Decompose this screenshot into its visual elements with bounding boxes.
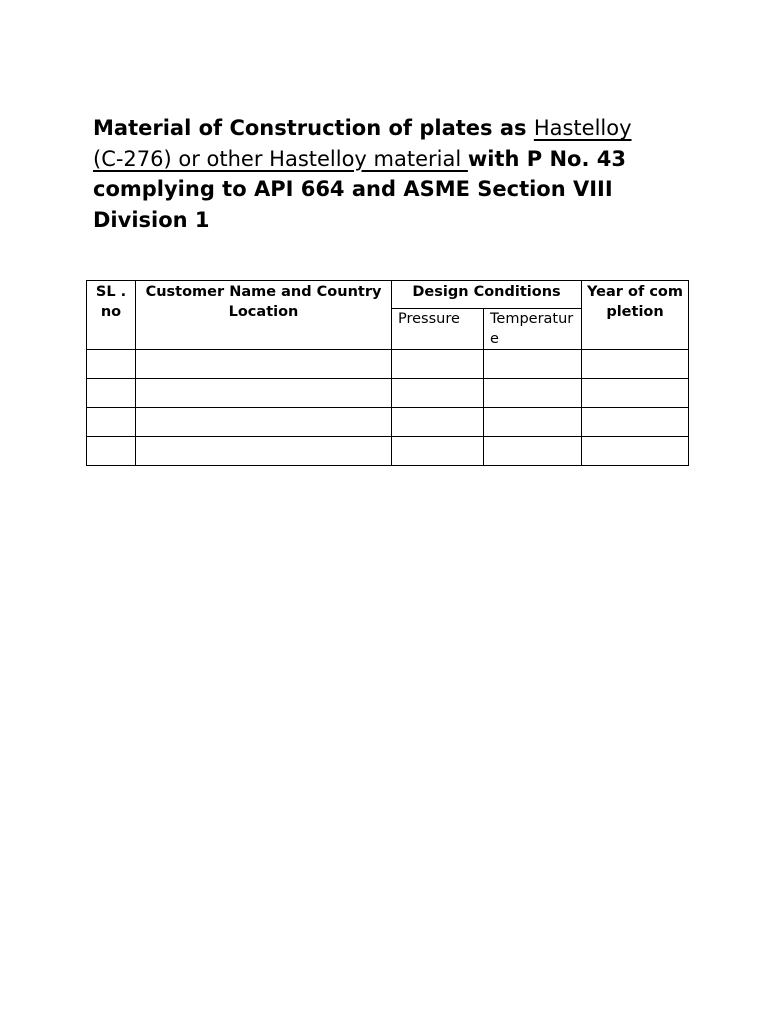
heading-text-start: Material of Construction of plates as [93, 116, 534, 140]
table-cell [136, 379, 392, 408]
table-cell [392, 408, 484, 437]
table-cell [582, 379, 689, 408]
header-temperature: Temperature [484, 309, 582, 350]
heading-text-end: with P No. 43 complying to API 664 and ASME Section VIII Division 1 [93, 146, 626, 232]
table-cell [392, 379, 484, 408]
document-heading [93, 113, 653, 235]
table-cell [87, 379, 136, 408]
table-cell [392, 350, 484, 379]
table-cell [87, 437, 136, 466]
header-design-conditions: Design Conditions [392, 281, 582, 309]
table-cell [136, 350, 392, 379]
table-cell [582, 408, 689, 437]
header-pressure: Pressure [392, 309, 484, 350]
table-cell [87, 408, 136, 437]
header-customer-name: Customer Name and Country Location [136, 281, 392, 350]
table-row [87, 350, 689, 379]
table-cell [484, 437, 582, 466]
table-cell [136, 408, 392, 437]
table-cell [87, 350, 136, 379]
header-sl-no: SL . no [87, 281, 136, 350]
table-cell [484, 379, 582, 408]
table-row [87, 408, 689, 437]
table-row [87, 379, 689, 408]
header-year-of-completion: Year of completion [582, 281, 689, 350]
table-cell [392, 437, 484, 466]
table-cell [582, 437, 689, 466]
table-cell [582, 350, 689, 379]
table-cell [136, 437, 392, 466]
table-cell [484, 350, 582, 379]
table-row [87, 437, 689, 466]
table-cell [484, 408, 582, 437]
project-reference-table [86, 280, 689, 466]
heading-underlined-text: Hastelloy (C-276) or other Hastelloy material [93, 116, 632, 171]
